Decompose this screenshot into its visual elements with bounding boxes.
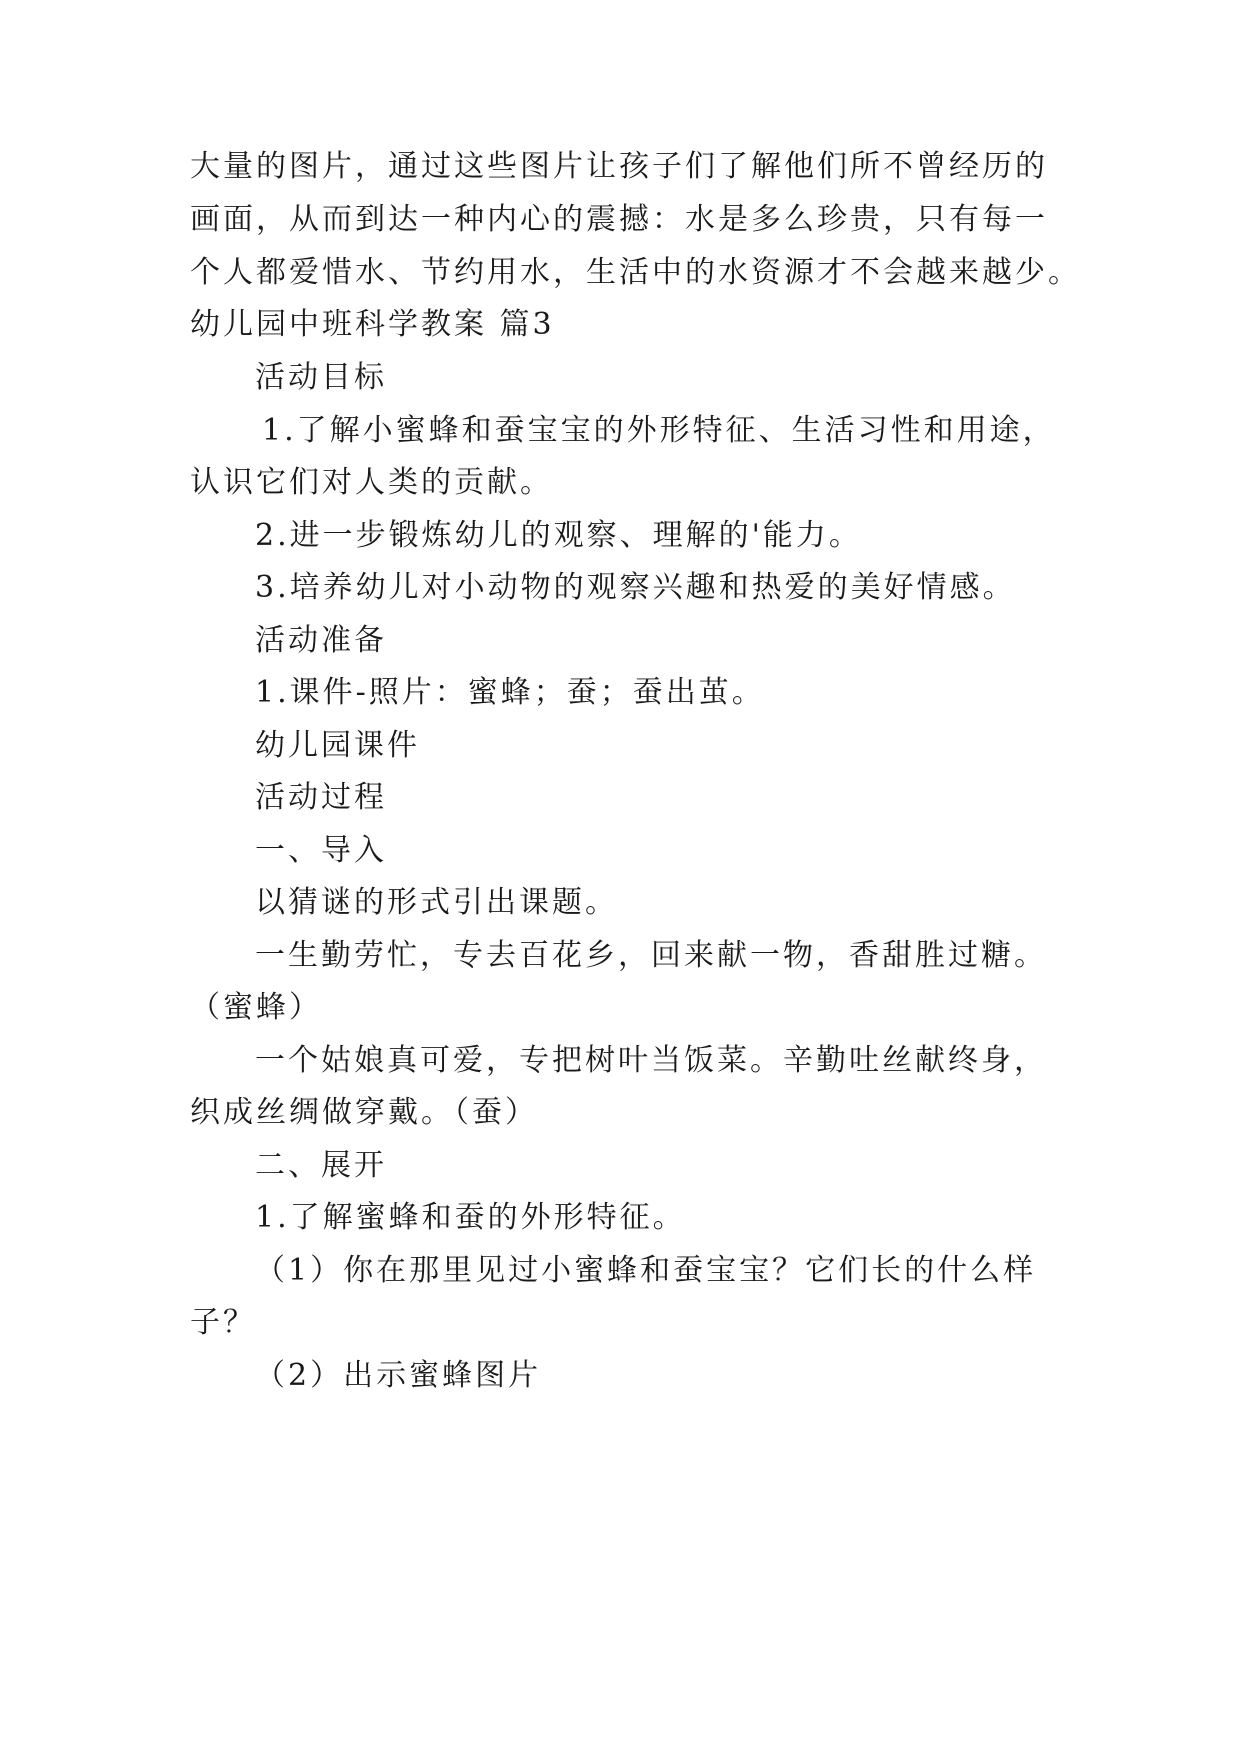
subheading-activity-process: 活动过程 xyxy=(255,780,387,815)
paragraph-line: 大量的图片，通过这些图片让孩子们了解他们所不曾经历的 xyxy=(190,149,1048,184)
list-item: （2）出示蜜蜂图片 xyxy=(255,1358,542,1393)
paragraph-line: 以猜谜的形式引出课题。 xyxy=(255,885,618,920)
list-item: 2.进一步锻炼幼儿的观察、理解的'能力。 xyxy=(255,518,862,553)
subheading-activity-prep: 活动准备 xyxy=(255,623,387,658)
riddle-answer: （蜜蜂） xyxy=(190,990,322,1025)
paragraph-line: 子？ xyxy=(190,1305,256,1340)
paragraph-line: 个人都爱惜水、节约用水，生活中的水资源才不会越来越少。 xyxy=(190,255,1081,290)
paragraph-line: 幼儿园课件 xyxy=(255,728,420,763)
paragraph-line: 画面，从而到达一种内心的震撼：水是多么珍贵，只有每一 xyxy=(190,202,1048,237)
list-item: 1.课件-照片：蜜蜂；蚕；蚕出茧。 xyxy=(255,675,765,710)
subheading-intro: 一、导入 xyxy=(255,833,387,868)
riddle-line: 织成丝绸做穿戴。（蚕） xyxy=(190,1095,538,1130)
subheading-activity-goals: 活动目标 xyxy=(255,360,387,395)
list-item: （1）你在那里见过小蜜蜂和蚕宝宝？它们长的什么样 xyxy=(255,1253,1037,1288)
paragraph-line: 认识它们对人类的贡献。 xyxy=(190,465,553,500)
riddle-line: 一生勤劳忙，专去百花乡，回来献一物，香甜胜过糖。 xyxy=(255,938,1047,973)
list-item: 1.了解蜜蜂和蚕的外形特征。 xyxy=(255,1200,686,1235)
riddle-line: 一个姑娘真可爱，专把树叶当饭菜。辛勤吐丝献终身， xyxy=(255,1043,1047,1078)
list-item: 1.了解小蜜蜂和蚕宝宝的外形特征、生活习性和用途， xyxy=(262,413,1056,448)
section-heading: 幼儿园中班科学教案 篇3 xyxy=(190,307,555,342)
subheading-expand: 二、展开 xyxy=(255,1148,387,1183)
list-item: 3.培养幼儿对小动物的观察兴趣和热爱的美好情感。 xyxy=(255,570,1016,605)
